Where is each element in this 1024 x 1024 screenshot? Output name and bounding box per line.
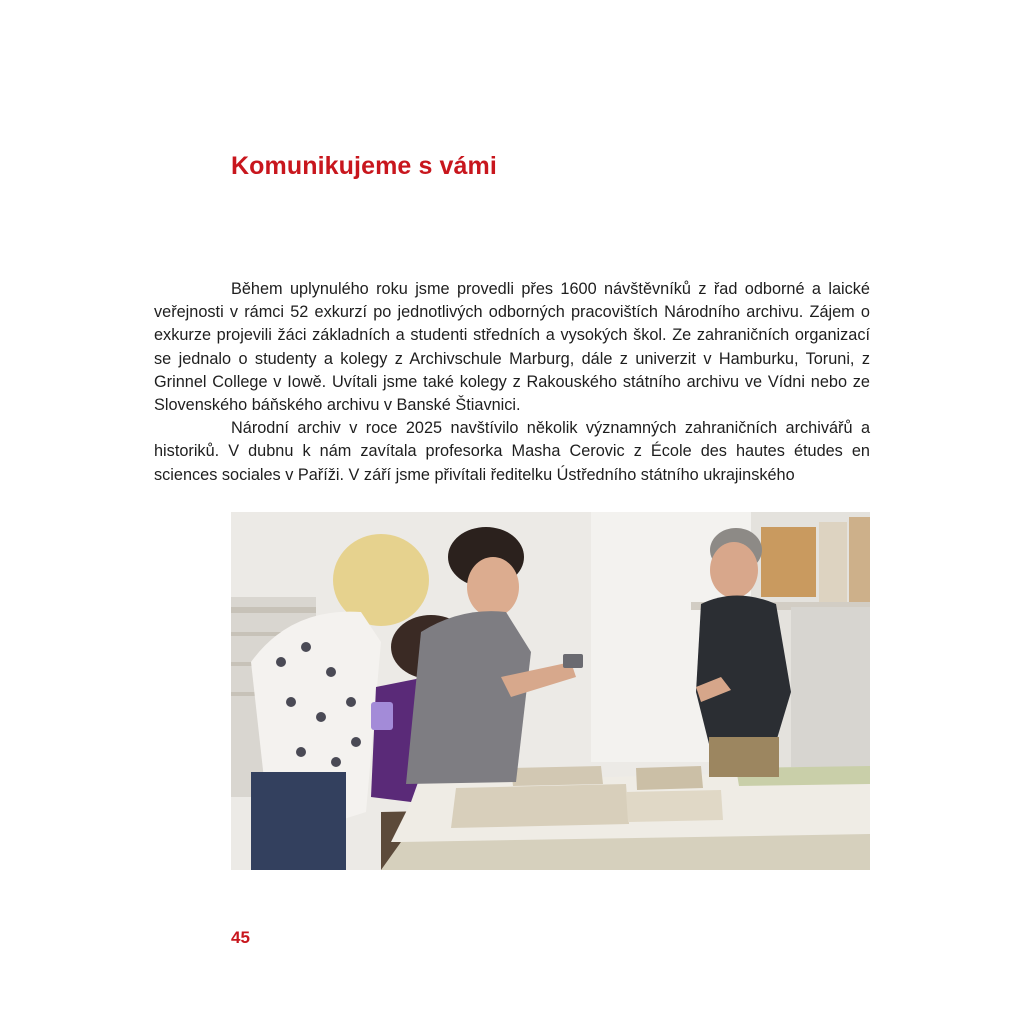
- page-title: Komunikujeme s vámi: [231, 152, 497, 180]
- paragraph-1: Během uplynulého roku jsme provedli přes 1600 návštěvníků z řad odborné a laické veřejnosti v rámci 52 exkurzí po jednotlivých odborných pracovištích Národního archivu. Zájem o exkurze projevili žáci základních a studenti středních a vysokých škol. Ze zahraničních organizací se jednalo o studenty a kolegy z Archivschule Marburg, dále z univerzit v Hamburku, Toruni, z Grinnel College v Iowě. Uvítali jsme také kolegy z Rakouského státního archivu ve Vídni nebo ze Slovenského báňského archivu v Banské Štiavnici.: [154, 280, 870, 415]
- page-number: 45: [231, 928, 250, 947]
- archive-visit-photo: [231, 512, 870, 870]
- body-text: [154, 278, 870, 487]
- paragraph-2: Národní archiv v roce 2025 navštívilo několik významných zahraničních archivářů a historiků. V dubnu k nám zavítala profesorka Masha Cerovic z École des hautes études en sciences sociales v Paříži. V září jsme přivítali ředitelku Ústředního státního ukrajinského: [154, 419, 870, 484]
